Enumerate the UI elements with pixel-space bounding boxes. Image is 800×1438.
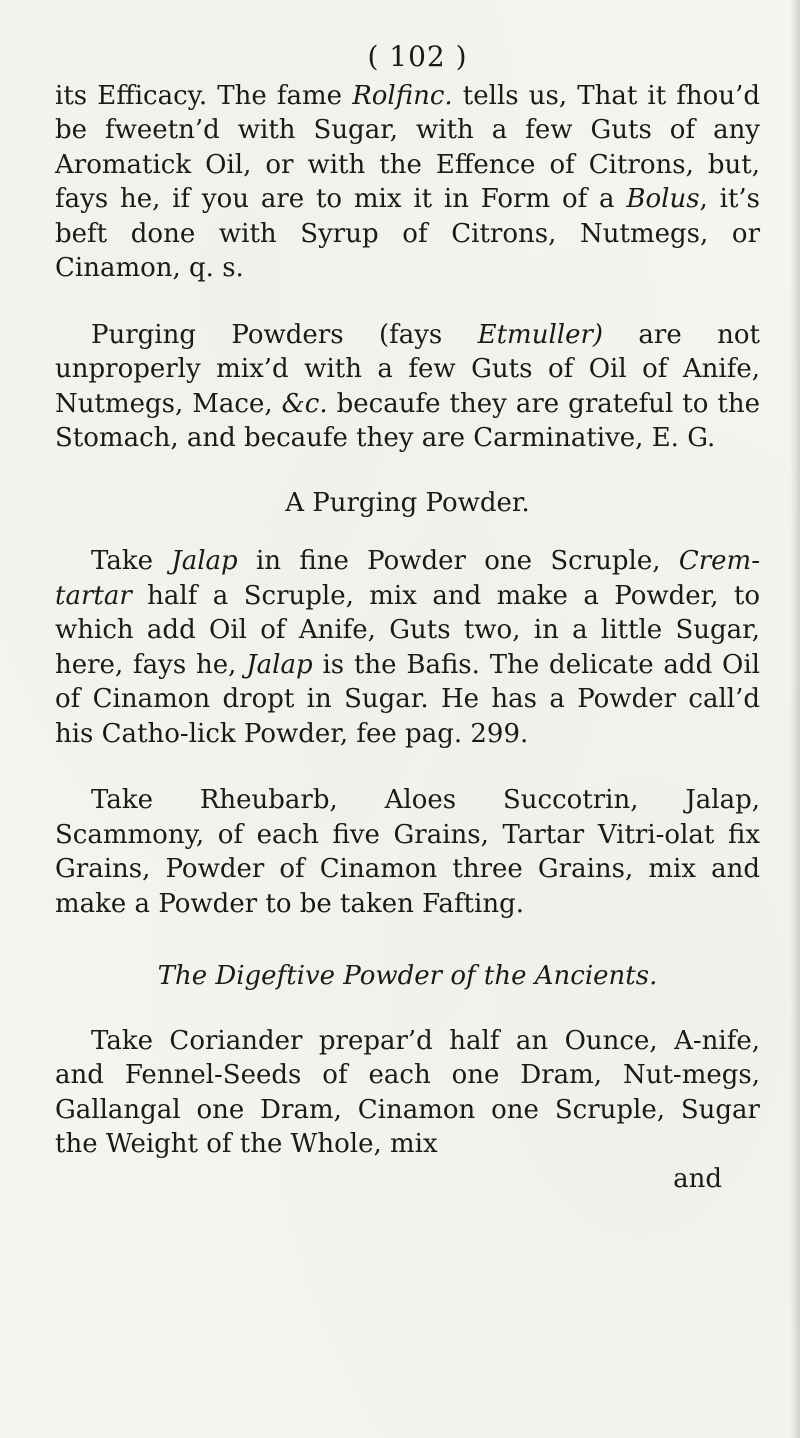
term-jalap: Jalap xyxy=(171,546,238,576)
paragraph-text: is the Bafis. The delicate add Oil of Cinamon dropt in Sugar. He has a Powder call’d his Catho-lick Powder, fee pag. 299. xyxy=(55,649,760,749)
paragraph-text: Purging Powders (fays xyxy=(91,319,478,350)
paragraph-purging-powders xyxy=(55,318,760,456)
abbrev-etc: &c. xyxy=(281,388,328,419)
term-jalap: Jalap xyxy=(246,649,313,680)
paragraph-text: in fine Powder one Scruple, xyxy=(237,546,679,576)
paragraph-text: its Efficacy. The fame xyxy=(55,80,353,111)
section-heading-purging-powder: A Purging Powder. xyxy=(285,487,530,518)
paragraph-text: Take xyxy=(91,546,172,576)
paragraph-text: becaufe they are grateful to the Stomach, and becaufe they are Carminative, E. G. xyxy=(55,388,761,453)
paragraph-jalap-recipe xyxy=(55,544,760,751)
page-content xyxy=(55,40,760,1196)
author-name-etmuller: Etmuller) xyxy=(477,319,604,350)
paragraph-coriander-recipe: Take Coriander prepar’d half an Ounce, A-nife, and Fennel-Seeds of each one Dram, Nut-megs, Gallangal one Dram, Cinamon one Scruple, Sugar the Weight of the Whole, mix xyxy=(55,1025,760,1159)
paragraph-text: are not unproperly mix’d with a few Guts of Oil of Anife, Nutmegs, Mace, xyxy=(55,319,760,419)
page-edge-shadow xyxy=(790,0,800,1438)
author-name-rolfinc: Rolfinc. xyxy=(352,80,453,111)
page-number: ( 102 ) xyxy=(367,40,468,73)
term-bolus: Bolus xyxy=(626,184,700,214)
paragraph-rheubarb-recipe: Take Rheubarb, Aloes Succotrin, Jalap, Scammony, of each five Grains, Tartar Vitri-olat fix Grains, Powder of Cinamon three Grains, mix and make a Powder to be taken Fafting. xyxy=(55,785,760,919)
paragraph-text: , it’s beft done with Syrup of Citrons, Nutmegs, or Cinamon, q. s. xyxy=(55,184,760,283)
paragraph-efficacy xyxy=(55,79,760,286)
term-crem-tartar: Crem-tartar xyxy=(55,546,760,611)
catchword: and xyxy=(673,1163,722,1194)
paragraph-text: half a Scruple, mix and make a Powder, to which add Oil of Anife, Guts two, in a little Sugar, here, fays he, xyxy=(55,580,760,680)
paragraph-text: tells us, That it fhou’d be fweetn’d with Sugar, with a few Guts of any Aromatick Oil, or with the Effence of Citrons, but, fays he, if you are to mix it in Form of a xyxy=(55,80,760,214)
section-heading-digestive-powder: The Digeftive Powder of the Ancients. xyxy=(157,961,658,991)
